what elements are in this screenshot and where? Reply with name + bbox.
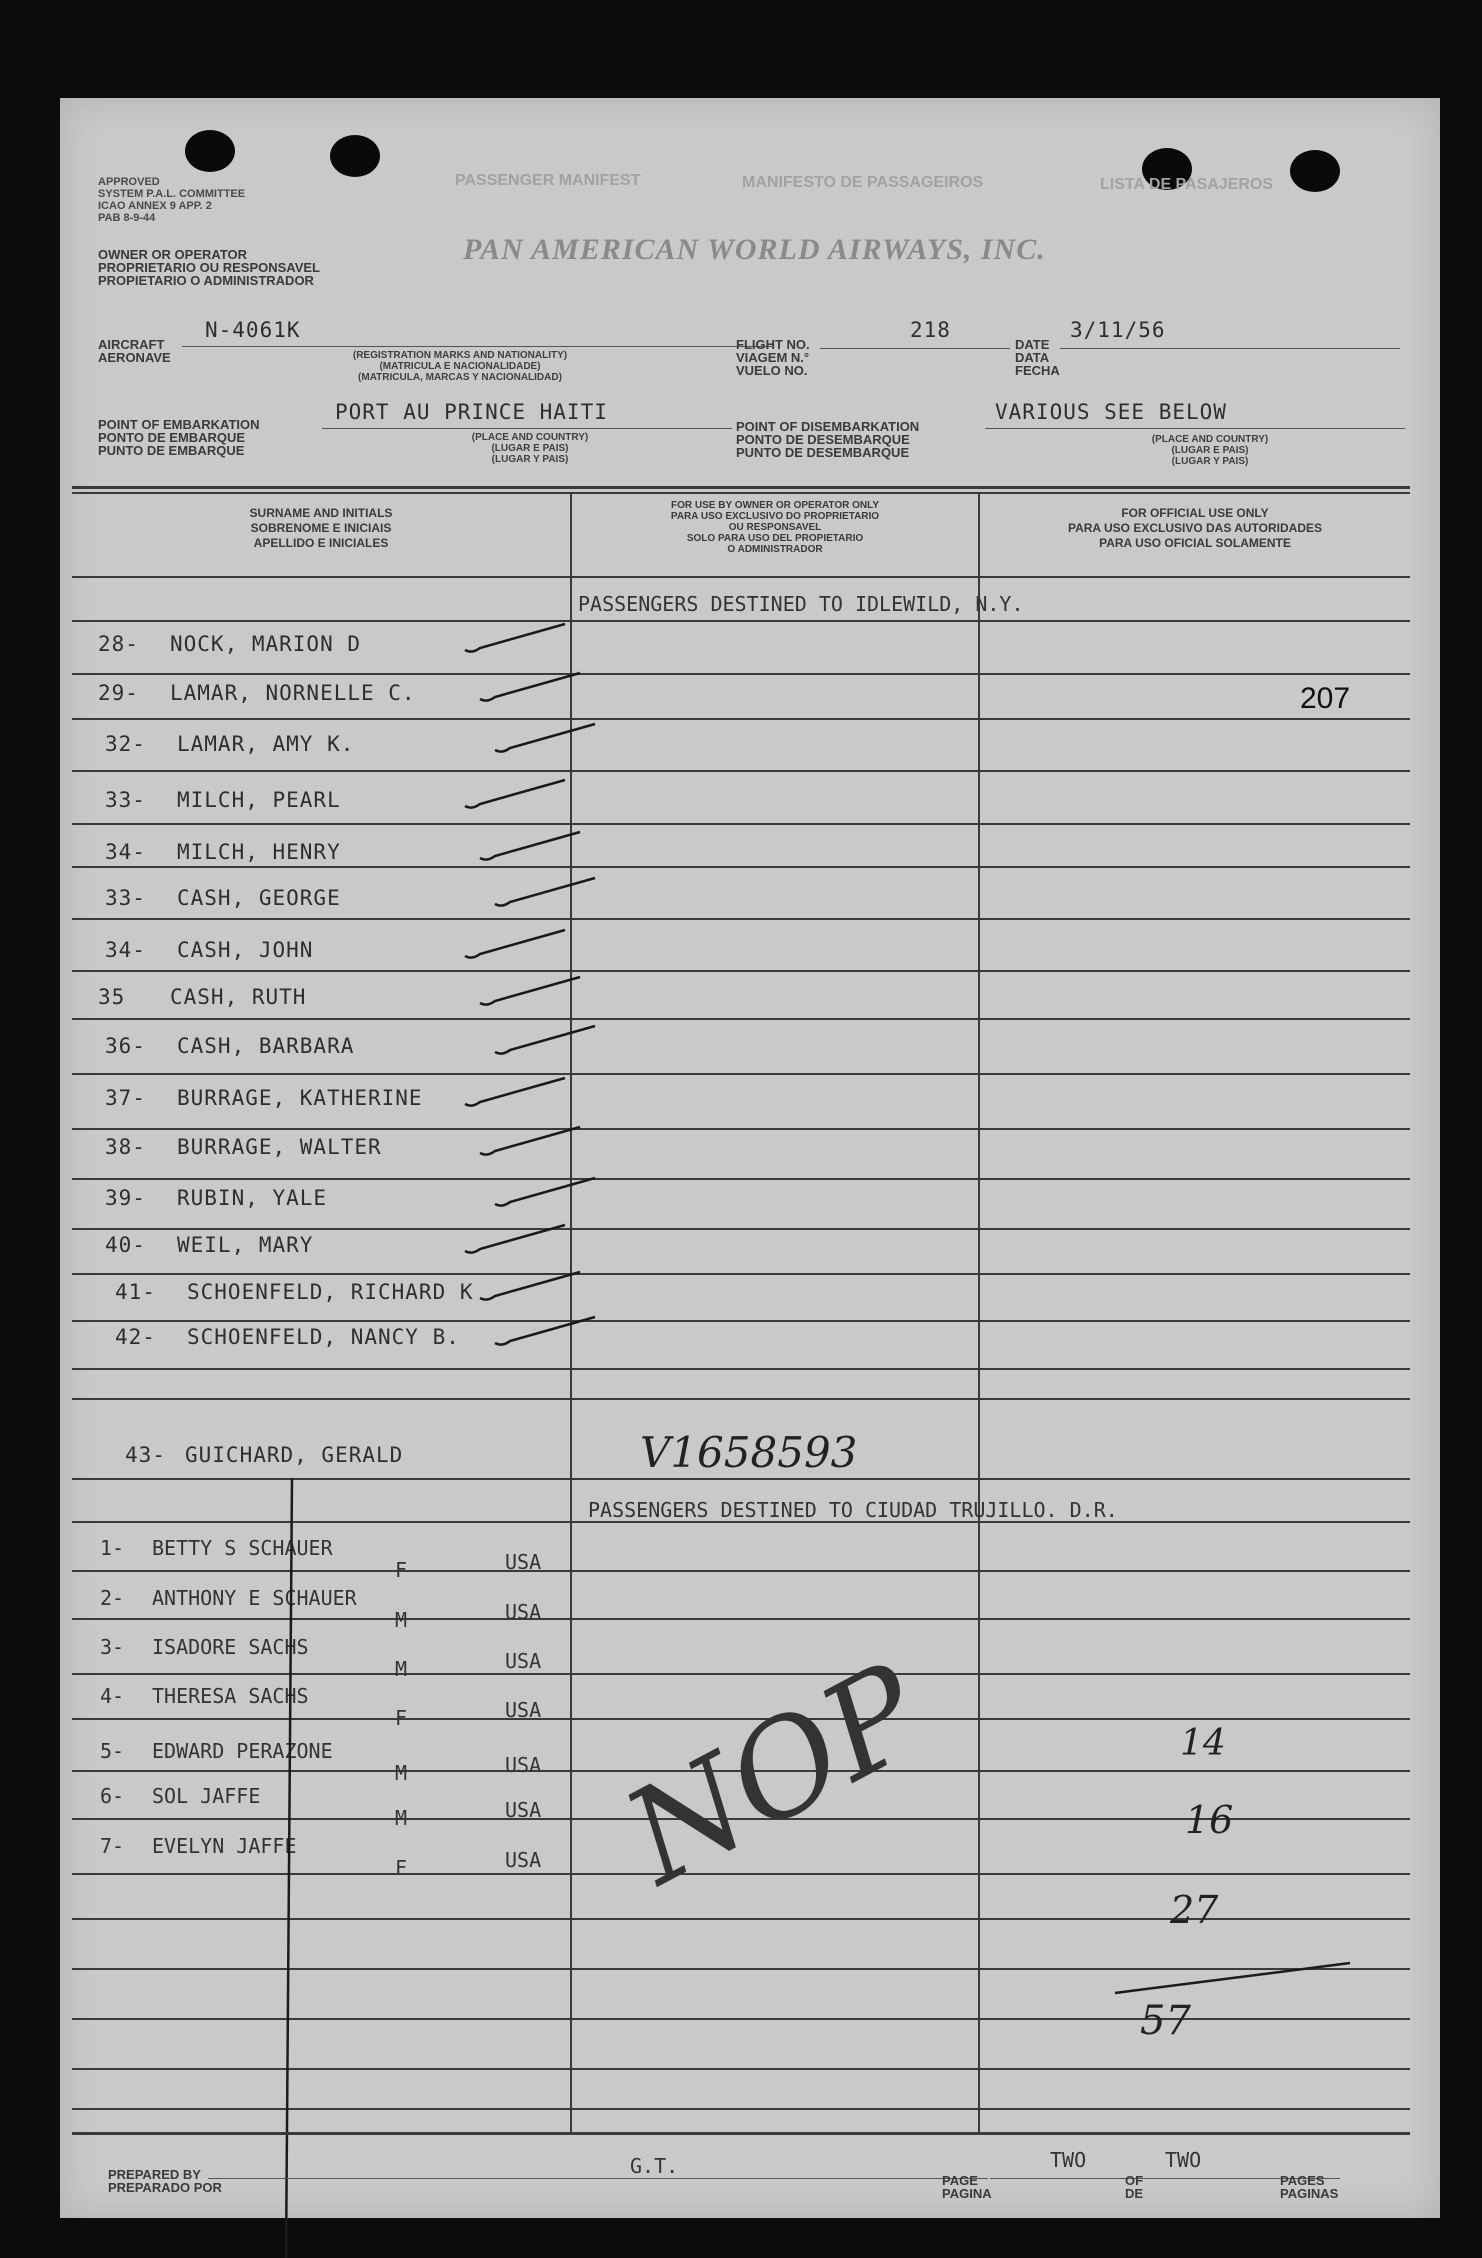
row-rule <box>72 2108 1410 2110</box>
passenger-number: 32- <box>105 732 146 756</box>
table-top-rule <box>72 492 1410 494</box>
passenger-number: 1- <box>100 1536 125 1560</box>
aircraft-sub-line: (MATRICULA E NACIONALIDADE) <box>379 361 541 372</box>
passenger-sex: F <box>395 1856 408 1880</box>
row-rule <box>72 1570 1410 1572</box>
row-rule <box>72 770 1410 772</box>
passenger-sex: M <box>395 1761 408 1785</box>
row-rule <box>72 2018 1410 2020</box>
check-mark-icon <box>460 620 570 660</box>
passenger-number: 2- <box>100 1586 125 1610</box>
title-en: PASSENGER MANIFEST <box>455 172 641 189</box>
passenger-name: LAMAR, NORNELLE C. <box>170 681 416 705</box>
passenger-number: 34- <box>105 840 146 864</box>
col-header-line: FOR USE BY OWNER OR OPERATOR ONLY <box>671 500 879 511</box>
row-rule <box>72 1673 1410 1675</box>
owner-label-line: PROPRIETARIO OU RESPONSAVEL <box>98 260 320 275</box>
passenger-number: 42- <box>115 1325 156 1349</box>
airline-name: PAN AMERICAN WORLD AIRWAYS, INC. <box>463 233 1046 266</box>
prepared-label-line: PREPARED BY <box>108 2167 201 2182</box>
passenger-name: THERESA SACHS <box>152 1684 309 1708</box>
passenger-name: CASH, JOHN <box>177 938 314 962</box>
passenger-name: CASH, GEORGE <box>177 886 341 910</box>
check-mark-icon <box>475 669 585 709</box>
column-divider <box>978 492 980 2132</box>
passenger-number: 7- <box>100 1834 125 1858</box>
row-rule <box>72 1128 1410 1130</box>
aircraft-value: N-4061K <box>205 318 301 342</box>
page-label-line: PAGE <box>942 2173 978 2188</box>
passenger-name: WEIL, MARY <box>177 1233 314 1257</box>
row-rule <box>72 2068 1410 2070</box>
row-rule <box>72 1073 1410 1075</box>
col-header-line: PARA USO OFICIAL SOLAMENTE <box>1099 536 1291 550</box>
extra-passenger-note: V1658593 <box>640 1428 858 1477</box>
row-rule <box>72 918 1410 920</box>
passenger-number: 28- <box>98 632 139 656</box>
disembark-rule <box>985 428 1405 429</box>
col-header-official <box>980 506 1410 551</box>
prepared-rule <box>208 2178 988 2179</box>
check-mark-icon <box>475 1123 585 1163</box>
aircraft-rule <box>182 346 772 347</box>
passenger-sex: M <box>395 1806 408 1830</box>
passenger-sex: M <box>395 1608 408 1632</box>
prepared-label <box>108 2168 222 2194</box>
embark-rule <box>322 428 732 429</box>
col-header-line: PARA USO EXCLUSIVO DAS AUTORIDADES <box>1067 521 1323 535</box>
extra-passenger-num: 43- <box>125 1443 166 1467</box>
disembark-sub-line: (PLACE AND COUNTRY) <box>1151 434 1269 445</box>
of-label-line: OF <box>1125 2173 1144 2188</box>
passenger-name: LAMAR, AMY K. <box>177 732 355 756</box>
col-header-line: SOLO PARA USO DEL PROPIETARIO <box>686 533 864 544</box>
col-header-line: SOBRENOME E INICIAIS <box>250 521 392 535</box>
row-rule <box>72 866 1410 868</box>
date-label <box>1015 338 1060 377</box>
row-rule <box>72 1018 1410 1020</box>
embark-label-line: PUNTO DE EMBARQUE <box>98 443 245 458</box>
passenger-number: 33- <box>105 788 146 812</box>
embark-label-line: POINT OF EMBARKATION <box>98 417 260 432</box>
check-mark-icon <box>490 874 600 914</box>
of-label <box>1125 2174 1143 2200</box>
passenger-number: 41- <box>115 1280 156 1304</box>
row-rule <box>72 823 1410 825</box>
check-mark-icon <box>475 973 585 1013</box>
embark-sub <box>430 432 630 465</box>
embark-label-line: PONTO DE EMBARQUE <box>98 430 246 445</box>
col-header-line: O ADMINISTRADOR <box>727 544 823 555</box>
passenger-number: 5- <box>100 1739 125 1763</box>
table-top-rule <box>72 486 1410 489</box>
check-mark-icon <box>490 1313 600 1353</box>
approval-line: ICAO ANNEX 9 APP. 2 <box>98 200 212 212</box>
tally-1: 14 <box>1180 1723 1226 1764</box>
check-mark-icon <box>460 776 570 816</box>
check-mark-icon <box>490 1174 600 1214</box>
passenger-name: SCHOENFELD, RICHARD K <box>187 1280 474 1304</box>
passenger-country: USA <box>505 1600 542 1624</box>
row-rule <box>72 1228 1410 1230</box>
check-mark-icon <box>460 926 570 966</box>
flight-label-line: FLIGHT NO. <box>736 337 810 352</box>
embark-sub-line: (LUGAR E PAIS) <box>491 443 569 454</box>
disembark-label-line: POINT OF DISEMBARKATION <box>736 419 920 434</box>
passenger-number: 35 <box>98 985 126 1009</box>
passenger-number: 33- <box>105 886 146 910</box>
col-header-operator <box>572 500 978 555</box>
passenger-number: 38- <box>105 1135 146 1159</box>
aircraft-label-line: AERONAVE <box>98 350 171 365</box>
disembark-sub-line: (LUGAR Y PAIS) <box>1171 456 1249 467</box>
owner-label <box>98 248 320 287</box>
manifest-sheet <box>60 98 1440 2218</box>
approval-line: APPROVED <box>98 176 160 188</box>
owner-label-line: OWNER OR OPERATOR <box>98 247 248 262</box>
approval-line: PAB 8-9-44 <box>98 212 156 224</box>
passenger-name: ANTHONY E SCHAUER <box>152 1586 357 1610</box>
check-mark-icon <box>460 1221 570 1261</box>
passenger-name: BURRAGE, KATHERINE <box>177 1086 423 1110</box>
date-label-line: DATE <box>1015 337 1050 352</box>
col-header-line: SURNAME AND INITIALS <box>249 506 393 520</box>
row-rule <box>72 620 1410 622</box>
page-number-stamp: 207 <box>1300 682 1351 715</box>
passenger-sex: M <box>395 1657 408 1681</box>
aircraft-sub-line: (REGISTRATION MARKS AND NATIONALITY) <box>352 350 568 361</box>
flight-value: 218 <box>910 318 951 342</box>
passenger-number: 3- <box>100 1635 125 1659</box>
col-header-line: OU RESPONSAVEL <box>728 522 822 533</box>
passenger-name: MILCH, PEARL <box>177 788 341 812</box>
row-rule <box>72 576 1410 578</box>
disembark-value: VARIOUS SEE BELOW <box>995 400 1227 424</box>
date-value: 3/11/56 <box>1070 318 1166 342</box>
passenger-name: BETTY S SCHAUER <box>152 1536 333 1560</box>
passenger-number: 34- <box>105 938 146 962</box>
date-label-line: FECHA <box>1015 363 1060 378</box>
embark-sub-line: (PLACE AND COUNTRY) <box>471 432 589 443</box>
passenger-name: RUBIN, YALE <box>177 1186 328 1210</box>
prepared-value: G.T. <box>630 2154 679 2178</box>
check-mark-icon <box>490 720 600 760</box>
flight-label-line: VIAGEM N.° <box>736 350 810 365</box>
pages-label-line: PAGINAS <box>1280 2186 1339 2201</box>
check-mark-icon <box>460 1074 570 1114</box>
section1-heading: PASSENGERS DESTINED TO IDLEWILD, N.Y. <box>578 592 1024 616</box>
passenger-country: USA <box>505 1550 542 1574</box>
pages-label-line: PAGES <box>1280 2173 1325 2188</box>
passenger-name: EVELYN JAFFE <box>152 1834 297 1858</box>
row-rule <box>72 1478 1410 1480</box>
passenger-number: 36- <box>105 1034 146 1058</box>
page-label <box>942 2174 992 2200</box>
aircraft-label-line: AIRCRAFT <box>98 337 165 352</box>
passenger-country: USA <box>505 1649 542 1673</box>
passenger-name: BURRAGE, WALTER <box>177 1135 382 1159</box>
tally-2: 16 <box>1185 1798 1234 1842</box>
punch-hole <box>185 130 235 172</box>
row-rule <box>72 673 1410 675</box>
vertical-pen-line <box>280 1478 300 2258</box>
date-label-line: DATA <box>1015 350 1050 365</box>
date-rule <box>1060 348 1400 349</box>
of-value: TWO <box>1165 2148 1202 2172</box>
disembark-label-line: PUNTO DE DESEMBARQUE <box>736 445 910 460</box>
passenger-name: SCHOENFELD, NANCY B. <box>187 1325 460 1349</box>
row-rule <box>72 1368 1410 1370</box>
row-rule <box>72 970 1410 972</box>
passenger-sex: F <box>395 1706 408 1730</box>
aircraft-label <box>98 338 171 364</box>
row-rule <box>72 718 1410 720</box>
approval-block <box>98 176 245 224</box>
aircraft-sub-line: (MATRICULA, MARCAS Y NACIONALIDAD) <box>358 372 562 383</box>
passenger-sex: F <box>395 1558 408 1582</box>
disembark-label <box>736 420 919 459</box>
passenger-name: NOCK, MARION D <box>170 632 362 656</box>
pages-label <box>1280 2174 1338 2200</box>
passenger-name: SOL JAFFE <box>152 1784 261 1808</box>
check-mark-icon <box>490 1022 600 1062</box>
aircraft-sub <box>290 350 630 383</box>
table-bottom-rule <box>72 2132 1410 2135</box>
tally-3: 27 <box>1170 1888 1219 1932</box>
passenger-number: 37- <box>105 1086 146 1110</box>
row-rule <box>72 1273 1410 1275</box>
passenger-country: USA <box>505 1798 542 1822</box>
owner-label-line: PROPIETARIO O ADMINISTRADOR <box>98 273 314 288</box>
passenger-number: 4- <box>100 1684 125 1708</box>
passenger-name: ISADORE SACHS <box>152 1635 309 1659</box>
embark-sub-line: (LUGAR Y PAIS) <box>491 454 569 465</box>
flight-label <box>736 338 810 377</box>
page-value: TWO <box>1050 2148 1087 2172</box>
page-label-line: PAGINA <box>942 2186 992 2201</box>
tally-sum-line <box>1110 1958 1360 1998</box>
flight-rule <box>820 348 1010 349</box>
punch-hole <box>330 135 380 177</box>
extra-passenger-name: GUICHARD, GERALD <box>185 1443 404 1467</box>
passenger-number: 40- <box>105 1233 146 1257</box>
embark-value: PORT AU PRINCE HAITI <box>335 400 608 424</box>
embark-label <box>98 418 260 457</box>
passenger-country: USA <box>505 1848 542 1872</box>
passenger-country: USA <box>505 1753 542 1777</box>
col-header-line: PARA USO EXCLUSIVO DO PROPRIETARIO <box>670 511 880 522</box>
flight-label-line: VUELO NO. <box>736 363 808 378</box>
prepared-label-line: PREPARADO POR <box>108 2180 222 2195</box>
row-rule <box>72 1178 1410 1180</box>
of-label-line: DE <box>1125 2186 1144 2201</box>
passenger-number: 29- <box>98 681 139 705</box>
disembark-sub-line: (LUGAR E PAIS) <box>1171 445 1249 456</box>
check-mark-icon <box>475 828 585 868</box>
row-rule <box>72 1398 1410 1400</box>
col-header-line: FOR OFFICIAL USE ONLY <box>1121 506 1269 520</box>
approval-line: SYSTEM P.A.L. COMMITTEE <box>98 188 246 200</box>
disembark-sub <box>1110 434 1310 467</box>
title-es: LISTA DE PASAJEROS <box>1100 176 1274 193</box>
col-header-names <box>72 506 570 551</box>
passenger-name: EDWARD PERAZONE <box>152 1739 333 1763</box>
row-rule <box>72 1320 1410 1322</box>
row-rule <box>72 1618 1410 1620</box>
passenger-name: CASH, RUTH <box>170 985 307 1009</box>
passenger-country: USA <box>505 1698 542 1722</box>
passenger-number: 39- <box>105 1186 146 1210</box>
section2-heading: PASSENGERS DESTINED TO CIUDAD TRUJILLO. D.R. <box>588 1498 1118 1522</box>
col-header-line: APELLIDO E INICIALES <box>253 536 389 550</box>
tally-total: 57 <box>1140 1998 1191 2044</box>
disembark-label-line: PONTO DE DESEMBARQUE <box>736 432 910 447</box>
handwritten-nop: NOP <box>602 1634 946 1914</box>
passenger-name: CASH, BARBARA <box>177 1034 355 1058</box>
passenger-name: MILCH, HENRY <box>177 840 341 864</box>
passenger-number: 6- <box>100 1784 125 1808</box>
title-pt: MANIFESTO DE PASSAGEIROS <box>742 174 984 191</box>
check-mark-icon <box>475 1268 585 1308</box>
punch-hole <box>1290 150 1340 192</box>
